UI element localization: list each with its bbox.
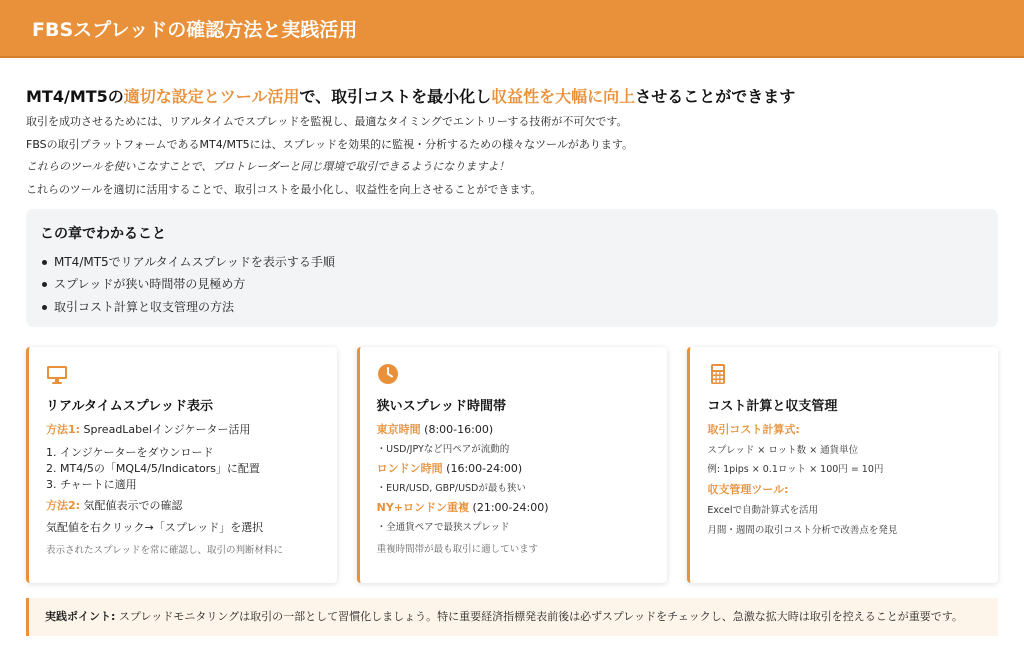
formula-label: 取引コスト計算式: xyxy=(707,422,800,436)
feature-cards xyxy=(26,347,998,583)
session-description: ・USD/JPYなど円ペアが流動的 xyxy=(376,443,510,455)
session-time: (21:00-24:00) xyxy=(469,500,549,514)
intro-paragraph-italic: これらのツールを使いこなすことで、プロトレーダーと同じ環境で取引できるようになりますよ！ xyxy=(26,160,510,173)
method-2 xyxy=(46,499,321,513)
step-list xyxy=(46,445,321,493)
tool-label: 収支管理ツール: xyxy=(707,482,789,496)
method-2-label: 方法2: xyxy=(46,498,81,512)
session-label: NY+ロンドン重複 xyxy=(376,500,470,514)
practice-point-label: 実践ポイント: xyxy=(45,609,116,623)
intro-paragraph: 取引を成功させるためには、リアルタイムでスプレッドを監視し、最適なタイミングでエントリーする技術が不可欠です。 xyxy=(26,115,628,128)
headline-part-1: MT4/MT5の xyxy=(26,87,124,106)
step-item: 2. MT4/5の「MQL4/5/Indicators」に配置 xyxy=(46,461,260,475)
card-cost-management xyxy=(687,347,998,583)
page-title: FBSスプレッドの確認方法と実践活用 xyxy=(32,18,358,41)
tool-description: Excelで自動計算式を活用 xyxy=(707,504,819,516)
method-2-text: 気配値表示での確認 xyxy=(80,498,183,512)
step-item: 3. チャートに適用 xyxy=(46,477,137,491)
method-2-description: 気配値を右クリック→「スプレッド」を選択 xyxy=(46,520,264,534)
calculator-icon xyxy=(707,363,729,385)
list-item: MT4/MT5でリアルタイムスプレッドを表示する手順 xyxy=(40,251,984,274)
formula-text: スプレッド × ロット数 × 通貨単位 xyxy=(707,444,859,456)
headline xyxy=(26,86,998,108)
chapter-summary-title: この章でわかること xyxy=(40,225,166,242)
card-note: 重複時間帯が最も取引に適しています xyxy=(376,543,539,555)
step-item: 1. インジケーターをダウンロード xyxy=(46,445,214,459)
monitor-icon xyxy=(46,363,68,385)
headline-part-2: で、取引コストを最小化し xyxy=(299,87,492,106)
headline-highlight-1: 適切な設定とツール活用 xyxy=(123,87,300,106)
card-narrow-spread-hours xyxy=(357,347,668,583)
card-note: 表示されたスプレッドを常に確認し、取引の判断材料に xyxy=(46,544,284,556)
session-time: (8:00-16:00) xyxy=(420,422,494,436)
method-1-label: 方法1: xyxy=(46,422,81,436)
intro-paragraph: これらのツールを適切に活用することで、取引コストを最小化し、収益性を向上させることができます。 xyxy=(26,182,542,196)
session-london xyxy=(377,462,652,476)
session-description: ・EUR/USD, GBP/USDが最も狭い xyxy=(376,482,526,494)
session-description: ・全通貨ペアで最狭スプレッド xyxy=(376,521,510,533)
clock-icon xyxy=(377,363,399,385)
session-overlap xyxy=(377,501,652,515)
method-1 xyxy=(46,423,321,437)
session-label: 東京時間 xyxy=(376,422,421,436)
card-title: コスト計算と収支管理 xyxy=(707,398,838,414)
practice-point-text: スプレッドモニタリングは取引の一部として習慣化しましょう。特に重要経済指標発表前後は必ずスプレッドをチェックし、急激な拡大時は取引を控えることが重要です。 xyxy=(115,609,963,623)
intro xyxy=(26,116,998,195)
list-item: スプレッドが狭い時間帯の見極め方 xyxy=(40,273,984,296)
method-1-text: SpreadLabelインジケーター活用 xyxy=(80,422,251,436)
headline-part-3: させることができます xyxy=(635,87,796,106)
tool-note: 月間・週間の取引コスト分析で改善点を発見 xyxy=(707,524,898,536)
card-realtime-spread xyxy=(26,347,337,583)
session-tokyo xyxy=(377,423,652,437)
practice-point-box xyxy=(26,598,998,636)
formula-example: 例: 1pips × 0.1ロット × 100円 = 10円 xyxy=(707,463,884,475)
card-title: 狭いスプレッド時間帯 xyxy=(376,398,507,414)
intro-paragraph: FBSの取引プラットフォームであるMT4/MT5には、スプレッドを効果的に監視・分析するための様々なツールがあります。 xyxy=(26,137,634,151)
page-header xyxy=(0,0,1024,58)
session-time: (16:00-24:00) xyxy=(442,461,523,475)
session-label: ロンドン時間 xyxy=(376,461,443,475)
chapter-summary-list xyxy=(40,251,984,319)
headline-highlight-2: 収益性を大幅に向上 xyxy=(491,87,636,106)
card-title: リアルタイムスプレッド表示 xyxy=(46,398,214,414)
main-content xyxy=(0,58,1024,636)
chapter-summary-box xyxy=(26,209,998,327)
list-item: 取引コスト計算と収支管理の方法 xyxy=(40,296,984,319)
